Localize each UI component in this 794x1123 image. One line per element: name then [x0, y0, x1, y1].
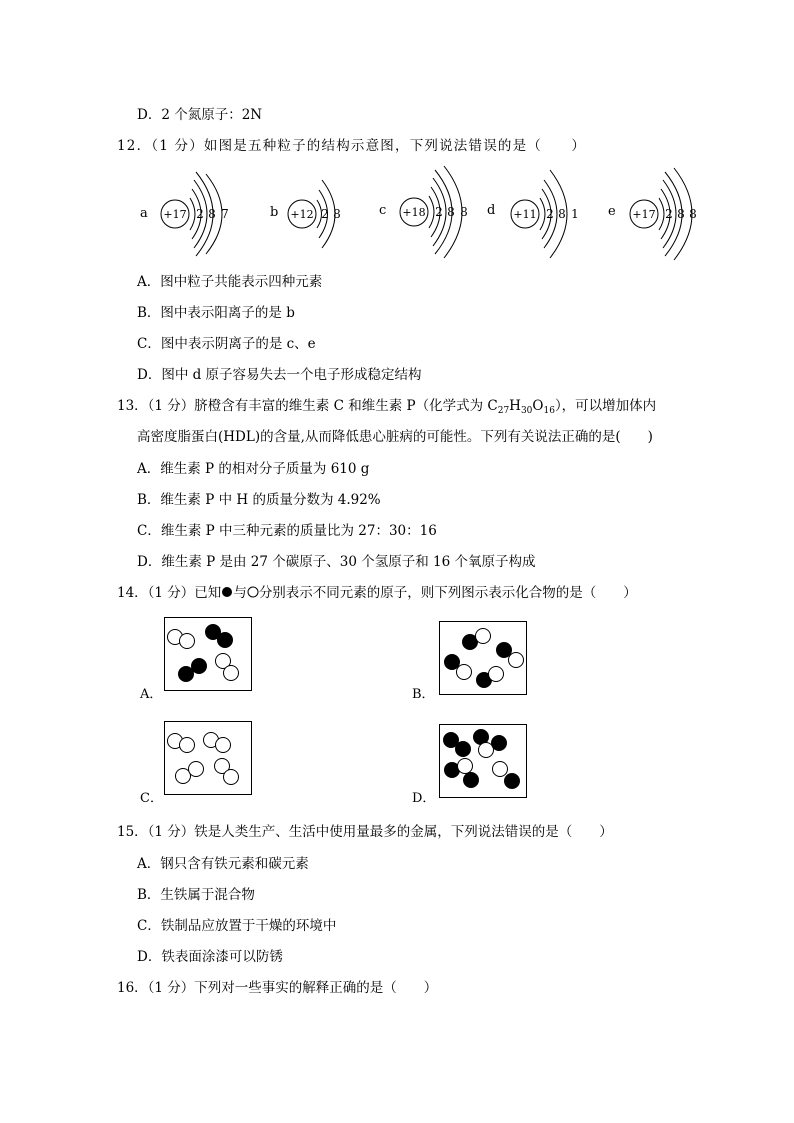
- q12-option-d: D．图中 d 原子容易失去一个电子形成稳定结构: [137, 367, 422, 383]
- particle-a-diagram: [158, 164, 248, 264]
- particle-a-shell-3: 7: [221, 207, 229, 221]
- q13-stem-line2: 高密度脂蛋白(HDL)的含量,从而降低患心脏病的可能性。下列有关说法正确的是( ): [137, 429, 653, 445]
- q13-h: H: [509, 398, 521, 414]
- q13-sub-c: 27: [497, 406, 510, 416]
- q15-option-a: A．钢只含有铁元素和碳元素: [137, 856, 309, 872]
- particle-b-nucleus: +12: [290, 208, 314, 221]
- particle-d-shell-1: 2: [546, 207, 554, 221]
- particle-d-label: d: [487, 203, 496, 218]
- particle-b-label: b: [270, 205, 279, 220]
- particle-d-shell-3: 1: [571, 207, 579, 221]
- q14-box-c: [164, 721, 252, 795]
- particle-b-diagram: [286, 172, 356, 256]
- q14-label-b: B．: [412, 687, 435, 702]
- particle-e-label: e: [608, 204, 616, 219]
- q12-stem: 12．（1 分）如图是五种粒子的结构示意图，下列说法错误的是（ ）: [117, 138, 587, 154]
- particle-b-shell-2: 8: [333, 207, 341, 221]
- q12-option-c: C．图中表示阴离子的是 c、e: [137, 336, 316, 352]
- q14-stem: [117, 581, 637, 601]
- q13-stem-pre: 13．（1 分）脐橙含有丰富的维生素 C 和维生素 P（化学式为 C: [117, 398, 498, 414]
- q11-option-d: D．2 个氮原子：2N: [137, 107, 263, 123]
- particle-c-nucleus: +18: [402, 206, 426, 219]
- q12-option-a: A．图中粒子共能表示四种元素: [137, 274, 323, 290]
- particle-c-label: c: [379, 203, 387, 218]
- particle-b-shell-1: 2: [321, 207, 329, 221]
- q16-stem: 16．（1 分）下列对一些事实的解释正确的是（ ）: [117, 980, 438, 996]
- particle-e-shell-3: 8: [689, 207, 697, 221]
- q13-sub-o: 16: [543, 406, 555, 416]
- particle-a-nucleus: +17: [163, 208, 187, 221]
- q13-stem: [117, 394, 656, 416]
- q15-option-d: D．铁表面涂漆可以防锈: [137, 949, 283, 965]
- particle-c-diagram: [398, 162, 488, 262]
- q13-option-a: A．维生素 P 的相对分子质量为 610 g: [137, 461, 370, 477]
- q14-label-d: D．: [412, 791, 436, 806]
- particle-e-nucleus: +17: [632, 208, 656, 221]
- q14-stem-mid: 与: [233, 585, 247, 601]
- q15-stem: 15．（1 分）铁是人类生产、生活中使用量最多的金属，下列说法错误的是（ ）: [117, 824, 613, 840]
- particle-a-shell-1: 2: [196, 207, 204, 221]
- particle-d-nucleus: +11: [513, 208, 537, 221]
- q13-option-b: B．维生素 P 中 H 的质量分数为 4.92%: [137, 492, 381, 508]
- filled-atom-icon: [221, 586, 233, 598]
- q15-option-b: B．生铁属于混合物: [137, 887, 255, 903]
- q14-box-b: [439, 621, 527, 695]
- q13-option-d: D．维生素 P 是由 27 个碳原子、30 个氢原子和 16 个氧原子构成: [137, 554, 536, 570]
- q14-stem-pre: 14．（1 分）已知: [117, 585, 222, 601]
- particle-d-shell-2: 8: [558, 207, 566, 221]
- q15-option-c: C．铁制品应放置于干燥的环境中: [137, 918, 337, 934]
- hollow-atom-icon: [247, 586, 259, 598]
- particle-a-shell-2: 8: [208, 207, 216, 221]
- particle-e-diagram: [628, 164, 718, 264]
- particle-d-diagram: [508, 164, 594, 264]
- q13-option-c: C．维生素 P 中三种元素的质量比为 27：30：16: [137, 523, 437, 539]
- q13-stem-post: ），可以增加体内: [554, 398, 657, 414]
- particle-a-label: a: [140, 206, 148, 221]
- particle-e-shell-1: 2: [665, 207, 673, 221]
- particle-c-shell-3: 8: [460, 205, 468, 219]
- q14-stem-post: 分别表示不同元素的原子，则下列图示表示化合物的是（ ）: [258, 585, 637, 601]
- particle-e-shell-2: 8: [677, 207, 685, 221]
- particle-c-shell-1: 2: [435, 205, 443, 219]
- q14-label-a: A．: [140, 687, 163, 702]
- q12-option-b: B．图中表示阳离子的是 b: [137, 305, 295, 321]
- q13-o: O: [532, 398, 544, 414]
- q14-label-c: C．: [140, 791, 163, 806]
- q14-box-d: [439, 724, 527, 798]
- q13-sub-h: 30: [520, 406, 533, 416]
- q14-box-a: [164, 617, 252, 691]
- particle-c-shell-2: 8: [447, 205, 455, 219]
